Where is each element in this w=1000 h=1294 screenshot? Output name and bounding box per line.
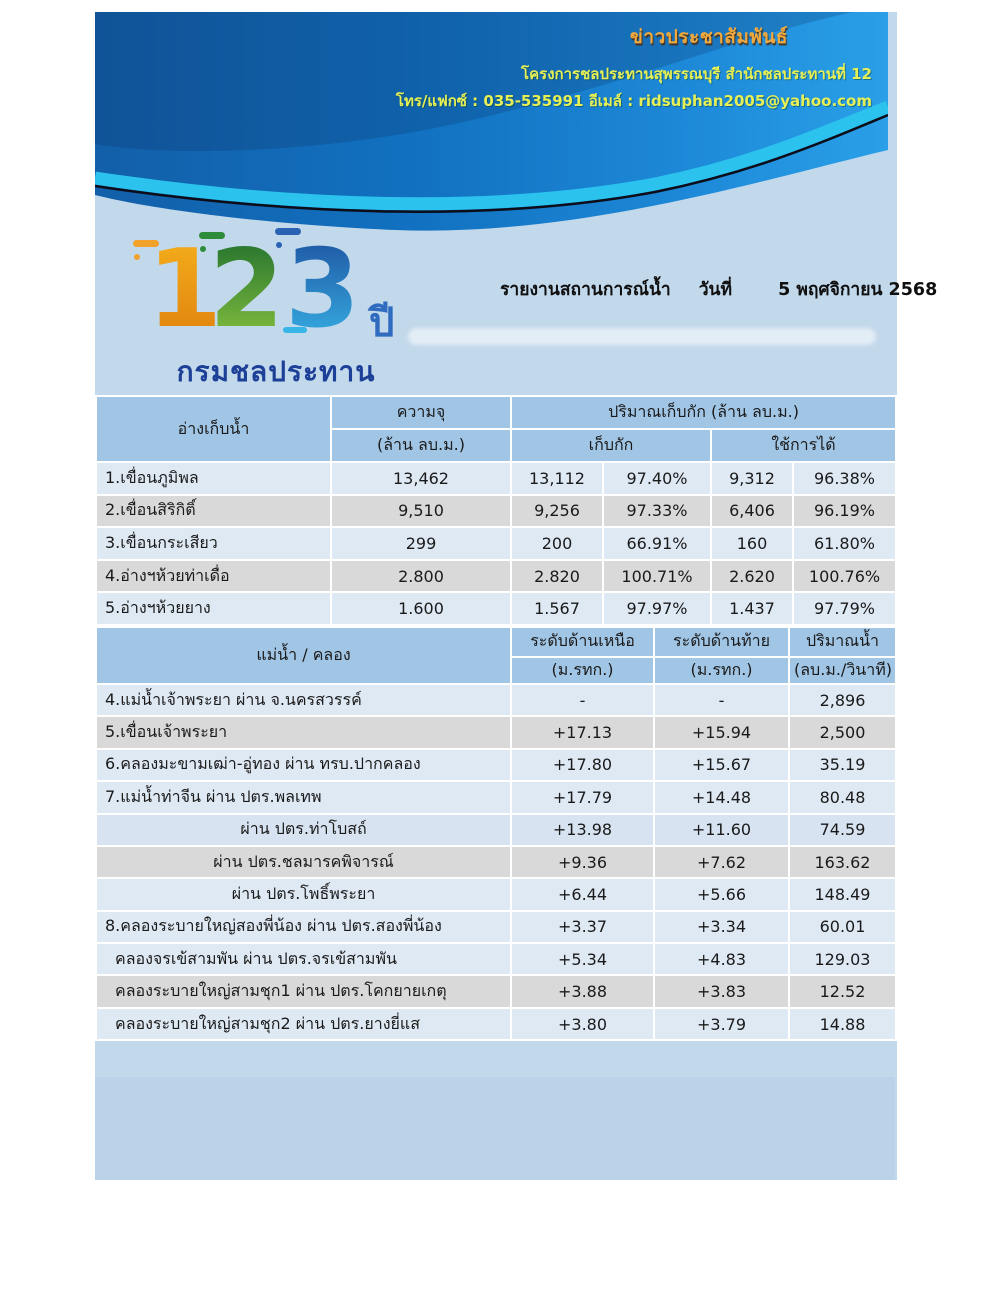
cell-downstream-level: +3.83 [654, 975, 789, 1007]
cell-usable-pct: 96.38% [793, 462, 896, 495]
cell-usable-pct: 96.19% [793, 495, 896, 528]
cell-river-name: 8.คลองระบายใหญ่สองพี่น้อง ผ่าน ปตร.สองพี่น้อง [96, 911, 511, 943]
cell-reservoir-name: 2.เขื่อนสิริกิติ์ [96, 495, 331, 528]
river-row [96, 878, 896, 910]
river-header-row-1 [96, 627, 896, 657]
col-header-river: แม่น้ำ / คลอง [96, 627, 511, 684]
cell-downstream-level: - [654, 684, 789, 716]
logo-year-suffix: ปี [369, 300, 395, 346]
cell-upstream-level: +9.36 [511, 846, 654, 878]
reservoir-row [96, 495, 896, 528]
report-title: รายงานสถานการณ์น้ำ [500, 280, 671, 300]
cell-river-name: คลองระบายใหญ่สามชุก1 ผ่าน ปตร.โคกยายเกตุ [96, 975, 511, 1007]
org-line: โครงการชลประทานสุพรรณบุรี สำนักชลประทานที่ 12 [521, 65, 872, 83]
river-row [96, 781, 896, 813]
col-header-downstream: ระดับด้านท้าย [654, 627, 789, 657]
report-title-row [500, 275, 937, 303]
cell-flow: 129.03 [789, 943, 896, 975]
reservoir-row [96, 592, 896, 625]
cell-stored: 1.567 [511, 592, 603, 625]
cell-downstream-level: +4.83 [654, 943, 789, 975]
logo-department: กรมชลประทาน [176, 355, 376, 388]
river-row [96, 749, 896, 781]
cell-river-name: คลองระบายใหญ่สามชุก2 ผ่าน ปตร.ยางยี่แส [96, 1008, 511, 1040]
cell-upstream-level: +3.88 [511, 975, 654, 1007]
logo-123-graphic [133, 224, 419, 350]
cell-stored-pct: 97.97% [603, 592, 711, 625]
cell-usable-pct: 97.79% [793, 592, 896, 625]
river-row [96, 846, 896, 878]
river-row [96, 814, 896, 846]
cell-downstream-level: +15.67 [654, 749, 789, 781]
cell-river-name: ผ่าน ปตร.ชลมารคพิจารณ์ [96, 846, 511, 878]
cell-usable: 6,406 [711, 495, 793, 528]
cell-river-name: 7.แม่น้ำท่าจีน ผ่าน ปตร.พลเทพ [96, 781, 511, 813]
cell-flow: 74.59 [789, 814, 896, 846]
cell-downstream-level: +3.79 [654, 1008, 789, 1040]
cell-upstream-level: +3.80 [511, 1008, 654, 1040]
cell-downstream-level: +7.62 [654, 846, 789, 878]
cell-usable-pct: 100.76% [793, 560, 896, 593]
col-header-upstream-unit: (ม.รทก.) [511, 657, 654, 684]
cell-usable: 1.437 [711, 592, 793, 625]
cell-upstream-level: +13.98 [511, 814, 654, 846]
cell-reservoir-name: 5.อ่างฯห้วยยาง [96, 592, 331, 625]
report-date-label: วันที่ [698, 280, 733, 300]
cell-river-name: 5.เขื่อนเจ้าพระยา [96, 716, 511, 748]
col-header-flow-unit: (ลบ.ม./วินาที) [789, 657, 896, 684]
col-header-stored: เก็บกัก [511, 429, 711, 462]
cell-downstream-level: +11.60 [654, 814, 789, 846]
cell-upstream-level: - [511, 684, 654, 716]
river-row [96, 1008, 896, 1040]
cell-flow: 60.01 [789, 911, 896, 943]
cell-downstream-level: +3.34 [654, 911, 789, 943]
cell-flow: 14.88 [789, 1008, 896, 1040]
cell-stored-pct: 97.33% [603, 495, 711, 528]
river-row [96, 911, 896, 943]
cell-upstream-level: +17.79 [511, 781, 654, 813]
cell-reservoir-name: 1.เขื่อนภูมิพล [96, 462, 331, 495]
cell-stored-pct: 66.91% [603, 527, 711, 560]
cell-stored: 200 [511, 527, 603, 560]
logo-digit-1: 1 [147, 227, 223, 350]
cell-upstream-level: +17.13 [511, 716, 654, 748]
reservoir-row [96, 462, 896, 495]
cell-river-name: 6.คลองมะขามเฒ่า-อู่ทอง ผ่าน ทรบ.ปากคลอง [96, 749, 511, 781]
cell-usable: 160 [711, 527, 793, 560]
pr-badge: ข่าวประชาสัมพันธ์ [629, 26, 788, 48]
cell-stored-pct: 100.71% [603, 560, 711, 593]
cell-upstream-level: +5.34 [511, 943, 654, 975]
cell-capacity: 9,510 [331, 495, 511, 528]
header-banner [95, 12, 888, 237]
cell-river-name: ผ่าน ปตร.ท่าโบสถ์ [96, 814, 511, 846]
rid-123-logo [121, 224, 431, 420]
cell-flow: 12.52 [789, 975, 896, 1007]
river-row [96, 684, 896, 716]
river-row [96, 975, 896, 1007]
cell-upstream-level: +17.80 [511, 749, 654, 781]
cell-downstream-level: +14.48 [654, 781, 789, 813]
cell-stored: 13,112 [511, 462, 603, 495]
cell-flow: 2,500 [789, 716, 896, 748]
reservoir-row [96, 527, 896, 560]
river-table [95, 626, 897, 1041]
cell-flow: 80.48 [789, 781, 896, 813]
cell-capacity: 2.800 [331, 560, 511, 593]
cell-stored: 9,256 [511, 495, 603, 528]
river-row [96, 943, 896, 975]
cell-upstream-level: +6.44 [511, 878, 654, 910]
col-header-flow: ปริมาณน้ำ [789, 627, 896, 657]
title-underlay [408, 328, 876, 345]
col-header-upstream: ระดับด้านเหนือ [511, 627, 654, 657]
cell-stored-pct: 97.40% [603, 462, 711, 495]
cell-river-name: ผ่าน ปตร.โพธิ์พระยา [96, 878, 511, 910]
cell-flow: 2,896 [789, 684, 896, 716]
col-header-storage-group: ปริมาณเก็บกัก (ล้าน ลบ.ม.) [511, 396, 896, 429]
cell-reservoir-name: 4.อ่างฯห้วยท่าเดื่อ [96, 560, 331, 593]
bottom-strip [95, 1077, 895, 1180]
col-header-reservoir: อ่างเก็บน้ำ [96, 396, 331, 462]
cell-river-name: คลองจรเข้สามพัน ผ่าน ปตร.จรเข้สามพัน [96, 943, 511, 975]
river-row [96, 716, 896, 748]
report-date-value: 5 พฤศจิกายน 2568 [778, 280, 938, 300]
cell-capacity: 1.600 [331, 592, 511, 625]
contact-line: โทร/แฟกซ์ : 035-535991 อีเมล์ : ridsuphan2005@yahoo.com [395, 92, 872, 110]
logo-digit-3: 3 [285, 227, 361, 350]
document-page [95, 12, 938, 1180]
logo-digit-2: 2 [209, 227, 285, 350]
reservoir-header-row-1 [96, 396, 896, 429]
col-header-capacity: ความจุ [331, 396, 511, 429]
cell-usable: 9,312 [711, 462, 793, 495]
cell-usable: 2.620 [711, 560, 793, 593]
reservoir-row [96, 560, 896, 593]
cell-downstream-level: +5.66 [654, 878, 789, 910]
cell-usable-pct: 61.80% [793, 527, 896, 560]
tables-container [95, 395, 895, 1041]
cell-downstream-level: +15.94 [654, 716, 789, 748]
cell-flow: 163.62 [789, 846, 896, 878]
cell-river-name: 4.แม่น้ำเจ้าพระยา ผ่าน จ.นครสวรรค์ [96, 684, 511, 716]
cell-flow: 35.19 [789, 749, 896, 781]
col-header-downstream-unit: (ม.รทก.) [654, 657, 789, 684]
cell-reservoir-name: 3.เขื่อนกระเสียว [96, 527, 331, 560]
col-header-capacity-unit: (ล้าน ลบ.ม.) [331, 429, 511, 462]
cell-capacity: 13,462 [331, 462, 511, 495]
cell-flow: 148.49 [789, 878, 896, 910]
cell-capacity: 299 [331, 527, 511, 560]
reservoir-table [95, 395, 897, 626]
col-header-usable: ใช้การได้ [711, 429, 896, 462]
cell-upstream-level: +3.37 [511, 911, 654, 943]
cell-stored: 2.820 [511, 560, 603, 593]
banner-text-block [95, 12, 888, 237]
